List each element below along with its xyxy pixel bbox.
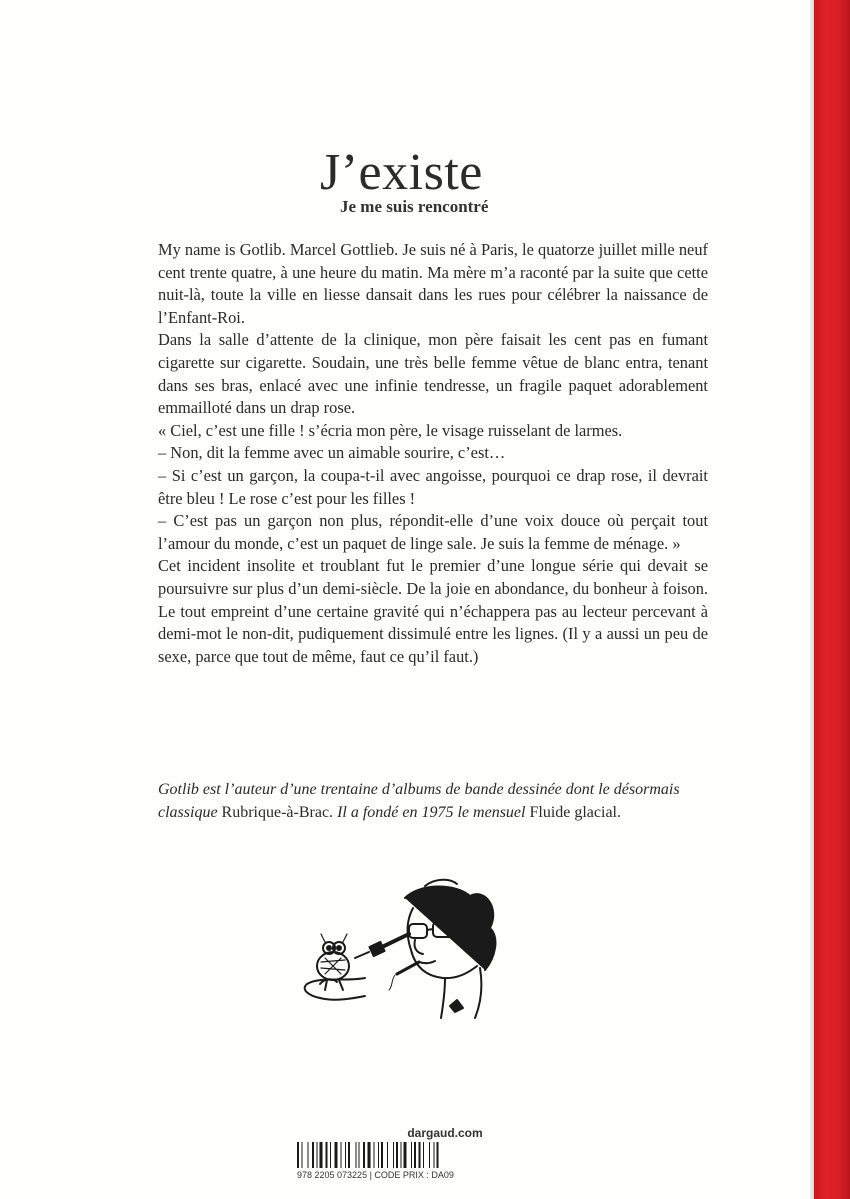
barcode-bar xyxy=(374,1142,375,1168)
book-subtitle: Je me suis rencontré xyxy=(340,197,489,216)
blurb-text xyxy=(158,239,708,668)
barcode-bar xyxy=(368,1142,371,1168)
barcode-bar xyxy=(330,1142,331,1168)
credit-part-2: Il a fondé en 1975 le mensuel xyxy=(337,803,526,821)
barcode-bar xyxy=(414,1142,416,1168)
barcode-bar xyxy=(396,1142,398,1168)
barcode-bar xyxy=(308,1142,309,1168)
barcode-bar xyxy=(359,1142,360,1168)
red-spine xyxy=(814,0,850,1199)
credit-work-2: Fluide glacial. xyxy=(529,803,621,821)
isbn-price-code: 978 2205 073225 | CODE PRIX : DA09 xyxy=(297,1170,454,1180)
paragraph: « Ciel, c’est une fille ! s’écria mon père, le visage ruisselant de larmes. xyxy=(158,420,623,440)
barcode-bar xyxy=(378,1142,379,1168)
paragraph: – Non, dit la femme avec un aimable sourire, c’est… xyxy=(158,443,506,463)
barcode-bar xyxy=(363,1142,365,1168)
barcode-bar xyxy=(356,1142,357,1168)
barcode-bar xyxy=(317,1142,318,1168)
paragraph: Cet incident insolite et troublant fut le premier d’une longue série qui devait se poursuivre sur plus d’un demi-siècle. De la joie en abondance, du bonheur à foison. Le tout empreint d’une certaine gravité qui n’échappera pas au lecteur percevant à demi-mot le non-dit, pudiquement dissimulé entre les lignes. (Il y a aussi un peu de sexe, parce que tout de même, faut ce qu’il faut.) xyxy=(158,556,708,666)
barcode xyxy=(297,1142,490,1168)
barcode-bar xyxy=(404,1142,407,1168)
book-title: J’existe xyxy=(320,144,483,201)
credit-part-1: Gotlib est l’auteur d’une trentaine d’albums de bande dessinée dont le désormais classique xyxy=(158,781,680,821)
barcode-bar xyxy=(419,1142,421,1168)
barcode-bar xyxy=(387,1142,388,1168)
barcode-bar xyxy=(381,1142,383,1168)
barcode-bar xyxy=(297,1142,299,1168)
paragraph: Dans la salle d’attente de la clinique, mon père faisait les cent pas en fumant cigarette sur cigarette. Soudain, une très belle femme vêtue de blanc entra, tenant dans ses bras, enlacé avec une infinie tendresse, un fragile paquet adorablement emmailloté dans un drap rose. xyxy=(158,330,708,418)
author-credit xyxy=(158,779,713,824)
barcode-bar xyxy=(401,1142,402,1168)
barcode-bar xyxy=(341,1142,342,1168)
barcode-bar xyxy=(348,1142,350,1168)
barcode-bar xyxy=(429,1142,430,1168)
barcode-bar xyxy=(434,1142,435,1168)
barcode-bar xyxy=(411,1142,412,1168)
title-block xyxy=(320,144,520,216)
barcode-bar xyxy=(320,1142,323,1168)
barcode-bar xyxy=(302,1142,303,1168)
barcode-bar xyxy=(335,1142,338,1168)
paragraph: – C’est pas un garçon non plus, répondit-elle d’une voix douce où perçait tout l’amour du monde, c’est un paquet de linge sale. Je suis la femme de ménage. » xyxy=(158,511,708,553)
publisher-url: dargaud.com xyxy=(407,1126,483,1140)
barcode-bar xyxy=(393,1142,394,1168)
barcode-bar xyxy=(326,1142,328,1168)
paragraph: My name is Gotlib. Marcel Gottlieb. Je suis né à Paris, le quatorze juillet mille neuf cent trente quatre, à une heure du matin. Ma mère m’a raconté par la suite que cette nuit-là, toute la ville en liesse dansait dans les rues pour célébrer la naissance de l’Enfant-Roi. xyxy=(158,240,708,327)
barcode-bar xyxy=(345,1142,346,1168)
barcode-bar xyxy=(437,1142,439,1168)
barcode-bar xyxy=(312,1142,314,1168)
barcode-bar xyxy=(423,1142,424,1168)
paragraph: – Si c’est un garçon, la coupa-t-il avec angoisse, pourquoi ce drap rose, il devrait être bleu ! Le rose c’est pour les filles ! xyxy=(158,465,708,508)
author-caricature-illustration xyxy=(285,878,515,1028)
credit-work-1: Rubrique-à-Brac. xyxy=(221,803,334,821)
